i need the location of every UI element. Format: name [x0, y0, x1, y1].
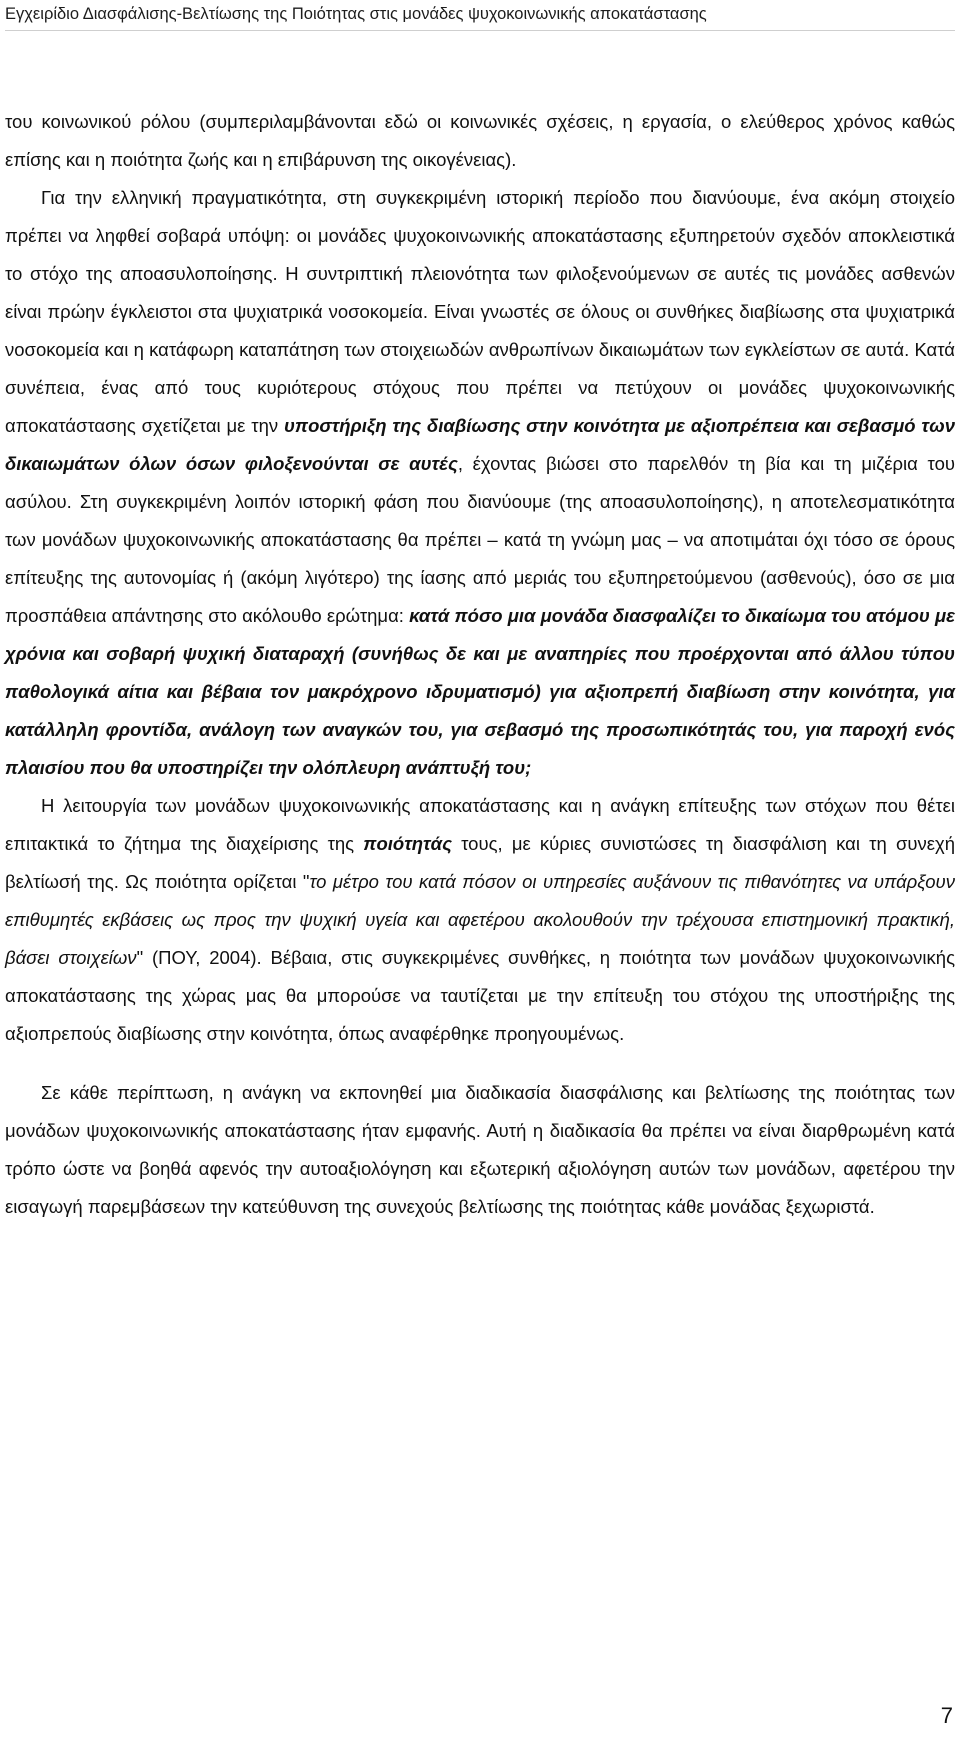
emphasis-bold-italic: κατά πόσο μια μονάδα διασφαλίζει το δικαίωμα του ατόμου με χρόνια και σοβαρή ψυχική διαταραχή (συνήθως δε και με αναπηρίες που προέρχονται από άλλου τύπου παθολογικά αίτια και βέβαια τον μακρόχρονο ιδρυματισμό) για αξιοπρεπή διαβίωση στην κοινότητα, για κατάλληλη φροντίδα, ανάλογη των αναγκών του, για σεβασμό της προσωπικότητάς του, για παροχή ενός πλαισίου που θα υποστηρίζει την ολόπλευρη ανάπτυξή του; [5, 605, 955, 778]
emphasis-bold-italic: υποστήριξη της διαβίωσης στην κοινότητα με αξιοπρέπεια και σεβασμό των δικαιωμάτων όλων όσων φιλοξενούνται σε αυτές [5, 415, 955, 474]
paragraph-quality-definition [5, 787, 955, 1053]
page-number: 7 [940, 1703, 953, 1728]
paragraph-conclusion: Σε κάθε περίπτωση, η ανάγκη να εκπονηθεί μια διαδικασία διασφάλισης και βελτίωσης της ποιότητας των μονάδων ψυχοκοινωνικής αποκατάστασης ήταν εμφανής. Αυτή η διαδικασία θα πρέπει να είναι διαρθρωμένη κατά τρόπο ώστε να βοηθά αφενός την αυτοαξιολόγηση και εξωτερική αξιολόγηση αυτών των μονάδων, αφετέρου την εισαγωγή παρεμβάσεων την κατεύθυνση της συνεχούς βελτίωσης της ποιότητας κάθε μονάδας ξεχωριστά. [5, 1082, 955, 1217]
paragraph-text: " (ΠΟΥ, 2004). Βέβαια, στις συγκεκριμένες συνθήκες, η ποιότητα των μονάδων ψυχοκοινωνικής αποκατάστασης της χώρας μας θα μπορούσε να ταυτίζεται με την επίτευξη του στόχου της υποστήριξης της αξιοπρεπούς διαβίωσης στην κοινότητα, όπως αναφέρθηκε προηγουμένως. [5, 947, 955, 1044]
emphasis-italic-quote: το μέτρο του κατά πόσον οι υπηρεσίες αυξάνουν τις πιθανότητες να υπάρξουν επιθυμητές εκβάσεις ως προς την ψυχική υγεία και αφετέρου ακολουθούν την τρέχουσα επιστημονική πρακτική, βάσει στοιχείων [5, 871, 955, 968]
paragraph-text: Η λειτουργία των μονάδων ψυχοκοινωνικής αποκατάστασης και η ανάγκη επίτευξης των στόχων που θέτει επιτακτικά το ζήτημα της διαχείρισης της [5, 795, 955, 854]
paragraph-text: , έχοντας βιώσει στο παρελθόν τη βία και τη μιζέρια του ασύλου. Στη συγκεκριμένη λοιπόν ιστορική φάση που διανύουμε (της αποασυλοποίησης), η αποτελεσματικότητα των μονάδων ψυχοκοινωνικής αποκατάστασης θα πρέπει – κατά τη γνώμη μας – να αποτιμάται όχι τόσο σε όρους επίτευξης της αυτονομίας ή (ακόμη λιγότερο) της ίασης από μεριάς του εξυπηρετούμενου (ασθενούς), όσο σε μια προσπάθεια απάντησης στο ακόλουθο ερώτημα: [5, 453, 955, 626]
emphasis-bold-italic: ποιότητάς [363, 833, 452, 854]
paragraph-greek-reality [5, 179, 955, 787]
paragraph-continuation: του κοινωνικού ρόλου (συμπεριλαμβάνονται εδώ οι κοινωνικές σχέσεις, η εργασία, ο ελεύθερος χρόνος καθώς επίσης και η ποιότητα ζωής και η επιβάρυνση της οικογένειας). [5, 111, 955, 170]
paragraph-text: τους, με κύριες συνιστώσες τη διασφάλιση και τη συνεχή βελτίωσή της. Ως ποιότητα ορίζεται " [5, 833, 955, 892]
header-divider [5, 30, 955, 31]
running-header: Εγχειρίδιο Διασφάλισης-Βελτίωσης της Ποιότητας στις μονάδες ψυχοκοινωνικής αποκατάστασης [5, 5, 707, 23]
document-body [5, 103, 955, 1226]
paragraph-text: Για την ελληνική πραγματικότητα, στη συγκεκριμένη ιστορική περίοδο που διανύουμε, ένα ακόμη στοιχείο πρέπει να ληφθεί σοβαρά υπόψη: οι μονάδες ψυχοκοινωνικής αποκατάστασης εξυπηρετούν σχεδόν αποκλειστικά το στόχο της αποασυλοποίησης. Η συντριπτική πλειονότητα των φιλοξενούμενων σε αυτές τις μονάδες ασθενών είναι πρώην έγκλειστοι στα ψυχιατρικά νοσοκομεία. Είναι γνωστές σε όλους οι συνθήκες διαβίωσης στα ψυχιατρικά νοσοκομεία και η κατάφωρη καταπάτηση των στοιχειωδών ανθρωπίνων δικαιωμάτων των εγκλείστων σε αυτά. Κατά συνέπεια, ένας από τους κυριότερους στόχους που πρέπει να πετύχουν οι μονάδες ψυχοκοινωνικής αποκατάστασης σχετίζεται με την [5, 187, 955, 436]
